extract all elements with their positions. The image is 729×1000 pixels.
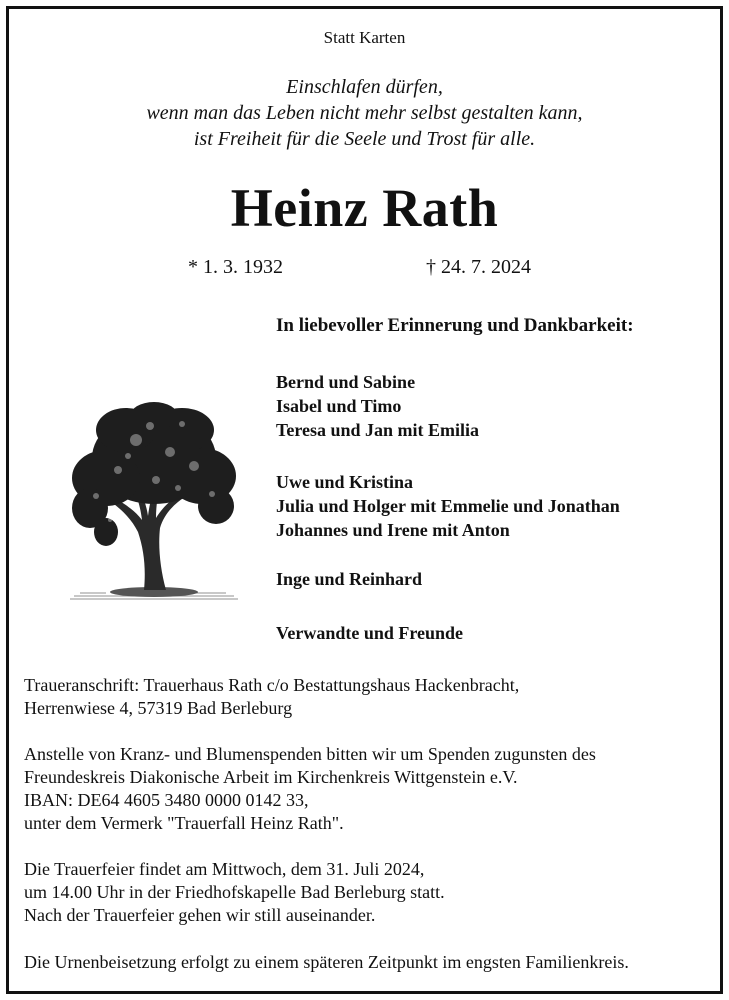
- poem-line: wenn man das Leben nicht mehr selbst gestalten kann,: [146, 102, 583, 124]
- family-group: [276, 621, 463, 645]
- tree-icon: [66, 400, 242, 606]
- birth-date: * 1. 3. 1932: [188, 256, 283, 278]
- poem: [0, 74, 729, 152]
- header-statt-karten: Statt Karten: [323, 28, 406, 47]
- ceremony-line: Nach der Trauerfeier gehen wir still auseinander.: [24, 905, 376, 925]
- donation-line: unter dem Vermerk "Trauerfall Heinz Rath".: [24, 813, 344, 833]
- family-line: Julia und Holger mit Emmelie und Jonathan: [276, 496, 620, 516]
- ceremony-line: Die Trauerfeier findet am Mittwoch, dem 31. Juli 2024,: [24, 859, 425, 879]
- family-group: [276, 470, 620, 542]
- donation-iban: IBAN: DE64 4605 3480 0000 0142 33,: [24, 790, 309, 810]
- family-line: Isabel und Timo: [276, 396, 402, 416]
- family-line: Uwe und Kristina: [276, 472, 414, 492]
- poem-line: Einschlafen dürfen,: [286, 76, 443, 98]
- donation-line: Freundeskreis Diakonische Arbeit im Kirchenkreis Wittgenstein e.V.: [24, 767, 518, 787]
- ceremony-line: um 14.00 Uhr in der Friedhofskapelle Bad Berleburg statt.: [24, 882, 445, 902]
- address-paragraph: [24, 674, 519, 720]
- ceremony-paragraph: [24, 858, 445, 927]
- family-line: Bernd und Sabine: [276, 372, 416, 392]
- burial-note: Die Urnenbeisetzung erfolgt zu einem späteren Zeitpunkt im engsten Familienkreis.: [24, 952, 629, 972]
- family-line: Inge und Reinhard: [276, 569, 423, 589]
- family-group: [276, 370, 479, 442]
- family-group: [276, 567, 422, 591]
- death-date: † 24. 7. 2024: [426, 256, 531, 278]
- deceased-name: Heinz Rath: [230, 178, 499, 238]
- address-line: Herrenwiese 4, 57319 Bad Berleburg: [24, 698, 293, 718]
- donation-line: Anstelle von Kranz- und Blumenspenden bitten wir um Spenden zugunsten des: [24, 744, 596, 764]
- address-line: Traueranschrift: Trauerhaus Rath c/o Bestattungshaus Hackenbracht,: [24, 675, 520, 695]
- donation-paragraph: [24, 743, 596, 835]
- poem-line: ist Freiheit für die Seele und Trost für alle.: [193, 128, 536, 150]
- family-line: Johannes und Irene mit Anton: [276, 520, 510, 540]
- tribute-heading: In liebevoller Erinnerung und Dankbarkeit:: [276, 315, 634, 336]
- family-line: Teresa und Jan mit Emilia: [276, 420, 480, 440]
- family-line: Verwandte und Freunde: [276, 623, 464, 643]
